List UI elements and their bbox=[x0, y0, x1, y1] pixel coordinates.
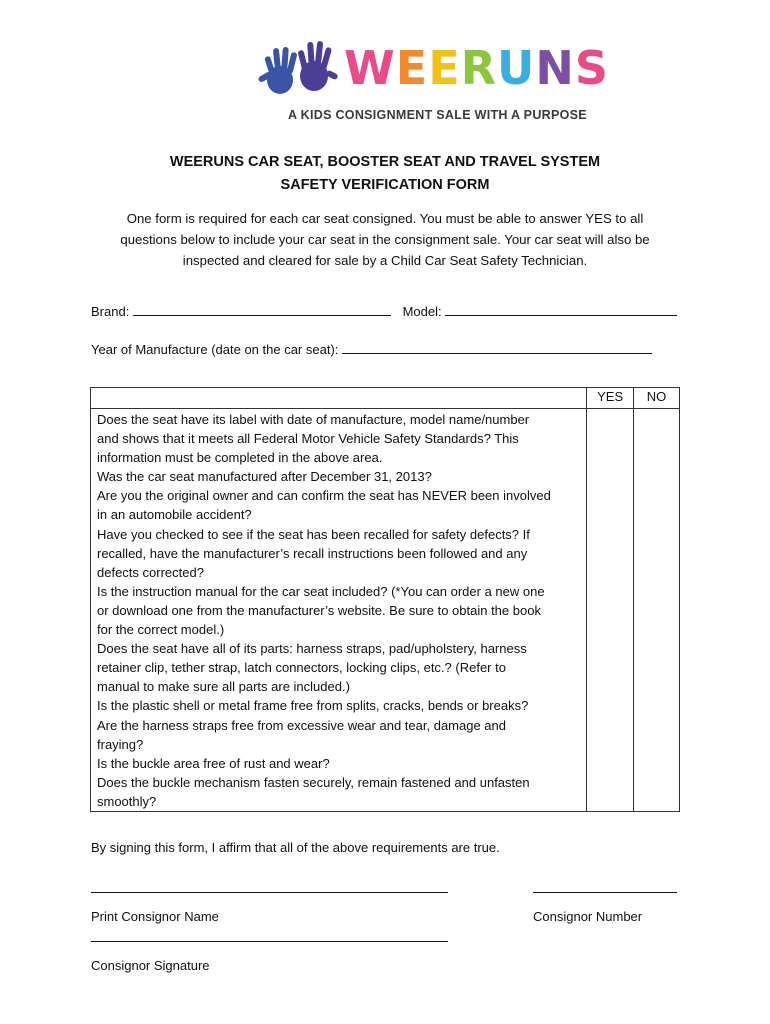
logo-letter: E bbox=[428, 41, 461, 95]
year-label: Year of Manufacture (date on the car seat): bbox=[91, 342, 339, 357]
question-line: Is the plastic shell or metal frame free from splits, cracks, bends or breaks? bbox=[97, 698, 529, 714]
brand-field[interactable] bbox=[133, 302, 391, 316]
question-item bbox=[97, 582, 580, 639]
year-row bbox=[91, 340, 652, 357]
question-line: smoothly? bbox=[97, 793, 157, 809]
year-field[interactable] bbox=[342, 340, 652, 354]
print-name-label: Print Consignor Name bbox=[91, 909, 219, 924]
question-line: and shows that it meets all Federal Motor Vehicle Safety Standards? This bbox=[97, 431, 519, 447]
logo-letter: U bbox=[497, 41, 536, 95]
question-list bbox=[91, 409, 586, 811]
question-line: manual to make sure all parts are included.) bbox=[97, 679, 350, 695]
logo-letter: S bbox=[574, 41, 610, 95]
intro-line: questions below to include your car seat in the consignment sale. Your car seat will also be bbox=[120, 232, 650, 247]
question-line: Was the car seat manufactured after December 31, 2013? bbox=[97, 469, 432, 485]
intro-line: inspected and cleared for sale by a Child Car Seat Safety Technician. bbox=[182, 253, 588, 268]
question-line: defects corrected? bbox=[97, 564, 204, 580]
form-title-line1: WEERUNS CAR SEAT, BOOSTER SEAT AND TRAVEL SYSTEM bbox=[169, 154, 601, 170]
question-line: Are you the original owner and can confirm the seat has NEVER been involved bbox=[97, 488, 551, 504]
consignor-number-label: Consignor Number bbox=[533, 909, 643, 924]
question-line: recalled, have the manufacturer’s recall instructions been followed and any bbox=[97, 545, 528, 561]
logo-tagline: A KIDS CONSIGNMENT SALE WITH A PURPOSE bbox=[288, 108, 587, 122]
question-line: for the correct model.) bbox=[97, 622, 225, 638]
brand-model-row bbox=[91, 302, 677, 319]
brand-label: Brand: bbox=[91, 304, 130, 319]
question-line: fraying? bbox=[97, 736, 144, 752]
model-field[interactable] bbox=[445, 302, 677, 316]
form-title-line2: SAFETY VERIFICATION FORM bbox=[280, 177, 490, 193]
logo-letter: E bbox=[395, 41, 429, 95]
table-body-row bbox=[91, 409, 680, 812]
logo-letter: W bbox=[344, 41, 396, 95]
question-line: Is the instruction manual for the car seat included? (*You can order a new one bbox=[97, 583, 545, 599]
handprints-icon bbox=[258, 38, 338, 102]
question-item bbox=[97, 696, 580, 715]
yes-header: YES bbox=[587, 388, 634, 409]
question-item bbox=[97, 486, 580, 524]
questions-cell bbox=[91, 409, 587, 812]
logo-letter: R bbox=[460, 41, 498, 95]
question-line: information must be completed in the above area. bbox=[97, 450, 383, 466]
signature-line[interactable] bbox=[91, 941, 448, 942]
question-item bbox=[97, 410, 580, 467]
question-line: Have you checked to see if the seat has been recalled for safety defects? If bbox=[97, 526, 530, 542]
yes-answer-cell[interactable] bbox=[587, 409, 634, 812]
table-header-row bbox=[91, 388, 680, 409]
print-name-line[interactable] bbox=[91, 892, 448, 893]
question-item bbox=[97, 754, 580, 773]
no-header: NO bbox=[634, 388, 680, 409]
question-line: or download one from the manufacturer’s website. Be sure to obtain the book bbox=[97, 602, 541, 618]
question-line: retainer clip, tether strap, latch connectors, locking clips, etc.? (Refer to bbox=[97, 660, 506, 676]
consignor-number-line[interactable] bbox=[533, 892, 677, 893]
question-line: Is the buckle area free of rust and wear? bbox=[97, 755, 330, 771]
weeruns-logo bbox=[258, 38, 610, 126]
question-item bbox=[97, 773, 580, 811]
signature-label: Consignor Signature bbox=[91, 958, 210, 973]
no-answer-cell[interactable] bbox=[634, 409, 680, 812]
intro-line: One form is required for each car seat consigned. You must be able to answer YES to all bbox=[126, 211, 644, 226]
question-item bbox=[97, 467, 580, 486]
question-line: in an automobile accident? bbox=[97, 507, 252, 523]
logo-letter: N bbox=[535, 41, 575, 95]
question-item bbox=[97, 525, 580, 582]
safety-questions-table bbox=[90, 387, 680, 812]
question-line: Are the harness straps free from excessive wear and tear, damage and bbox=[97, 717, 506, 733]
question-line: Does the buckle mechanism fasten securely, remain fastened and unfasten bbox=[97, 774, 530, 790]
affirmation-text: By signing this form, I affirm that all of the above requirements are true. bbox=[91, 840, 500, 855]
question-line: Does the seat have all of its parts: harness straps, pad/upholstery, harness bbox=[97, 641, 527, 657]
model-label: Model: bbox=[402, 304, 442, 319]
logo-wordmark bbox=[344, 42, 609, 94]
question-line: Does the seat have its label with date of manufacture, model name/number bbox=[97, 412, 530, 427]
question-header-cell bbox=[91, 388, 587, 409]
intro-text bbox=[80, 208, 690, 271]
question-item bbox=[97, 639, 580, 696]
question-item bbox=[97, 716, 580, 754]
